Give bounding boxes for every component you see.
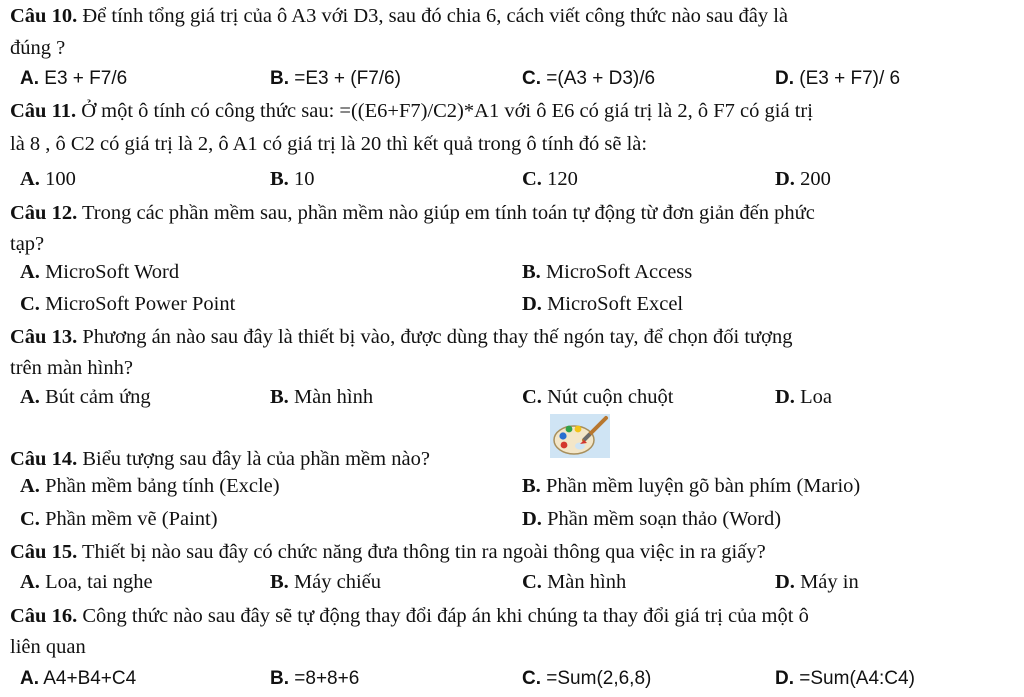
option-text: Phần mềm vẽ (Paint)	[39, 508, 218, 530]
option-letter: A.	[20, 668, 39, 689]
q12-number: Câu 12.	[10, 202, 78, 224]
q16-option-a[interactable]	[20, 667, 136, 691]
q16-text-line2: liên quan	[10, 636, 86, 658]
q10-text-line2: đúng ?	[10, 37, 66, 59]
option-text: =8+8+6	[289, 668, 360, 689]
option-letter: B.	[270, 68, 289, 89]
q13-option-d[interactable]	[775, 385, 832, 409]
q11-stem-line1	[10, 99, 813, 123]
option-text: A4+B4+C4	[39, 668, 137, 689]
option-letter: B.	[270, 571, 289, 593]
q12-text-line2: tạp?	[10, 233, 45, 255]
q16-option-d[interactable]	[775, 667, 915, 691]
option-letter: C.	[20, 508, 40, 530]
q10-text-line1: Để tính tổng giá trị của ô A3 với D3, sau đó chia 6, cách viết công thức nào sau đây là	[77, 5, 789, 27]
option-letter: D.	[775, 168, 795, 190]
q11-option-a[interactable]	[20, 167, 76, 191]
option-text: 10	[288, 168, 315, 190]
option-letter: B.	[270, 386, 289, 408]
option-text: (E3 + F7)/ 6	[794, 68, 901, 89]
q16-stem-line1	[10, 604, 809, 628]
option-letter: D.	[775, 386, 795, 408]
option-text: 200	[794, 168, 831, 190]
q14-option-d[interactable]	[522, 507, 781, 531]
q14-option-a[interactable]	[20, 474, 280, 498]
q13-stem-line1	[10, 325, 793, 349]
q12-option-c[interactable]	[20, 292, 235, 316]
q12-option-b[interactable]	[522, 260, 692, 284]
option-letter: B.	[270, 168, 289, 190]
option-letter: C.	[522, 386, 542, 408]
q13-number: Câu 13.	[10, 326, 78, 348]
q10-number: Câu 10.	[10, 5, 78, 27]
q14-stem-line1	[10, 447, 430, 471]
q10-option-a[interactable]	[20, 67, 127, 91]
q15-option-b[interactable]	[270, 570, 381, 594]
option-letter: D.	[775, 68, 794, 89]
option-text: Màn hình	[288, 386, 374, 408]
q16-option-c[interactable]	[522, 667, 651, 691]
option-letter: B.	[522, 261, 541, 283]
option-letter: A.	[20, 261, 40, 283]
option-text: Nút cuộn chuột	[541, 386, 674, 408]
q12-option-a[interactable]	[20, 260, 179, 284]
q13-option-b[interactable]	[270, 385, 373, 409]
q10-option-c[interactable]	[522, 67, 655, 91]
option-text: Phần mềm luyện gõ bàn phím (Mario)	[540, 475, 861, 497]
q11-option-d[interactable]	[775, 167, 831, 191]
option-text: MicroSoft Word	[39, 261, 180, 283]
option-letter: C.	[522, 168, 542, 190]
paint-palette-icon	[550, 414, 610, 458]
q16-number: Câu 16.	[10, 605, 78, 627]
q15-option-a[interactable]	[20, 570, 153, 594]
option-letter: A.	[20, 168, 40, 190]
q14-number: Câu 14.	[10, 448, 78, 470]
option-text: Bút cảm ứng	[39, 386, 151, 408]
option-text: =(A3 + D3)/6	[541, 68, 656, 89]
option-letter: D.	[522, 293, 542, 315]
q13-option-c[interactable]	[522, 385, 673, 409]
q14-option-c[interactable]	[20, 507, 218, 531]
q15-stem-line1	[10, 540, 766, 564]
q14-text-line1: Biểu tượng sau đây là của phần mềm nào?	[77, 448, 430, 470]
option-text: Máy chiếu	[288, 571, 382, 593]
option-letter: A.	[20, 571, 40, 593]
option-letter: A.	[20, 68, 39, 89]
option-text: Màn hình	[541, 571, 627, 593]
q11-option-c[interactable]	[522, 167, 578, 191]
option-text: =E3 + (F7/6)	[289, 68, 401, 89]
option-text: Loa	[794, 386, 832, 408]
q11-text-line2: là 8 , ô C2 có giá trị là 2, ô A1 có giá trị là 20 thì kết quả trong ô tính đó sẽ là:	[10, 133, 648, 155]
q10-option-b[interactable]	[270, 67, 401, 91]
q16-text-line1: Công thức nào sau đây sẽ tự động thay đổi đáp án khi chúng ta thay đổi giá trị của một ô	[77, 605, 809, 627]
option-letter: C.	[20, 293, 40, 315]
q13-option-a[interactable]	[20, 385, 151, 409]
option-text: MicroSoft Excel	[541, 293, 684, 315]
option-text: Phần mềm soạn thảo (Word)	[541, 508, 782, 530]
option-letter: A.	[20, 475, 40, 497]
option-letter: A.	[20, 386, 40, 408]
q15-option-d[interactable]	[775, 570, 859, 594]
option-text: Máy in	[794, 571, 859, 593]
q15-option-c[interactable]	[522, 570, 626, 594]
q10-option-d[interactable]	[775, 67, 900, 91]
q14-option-b[interactable]	[522, 474, 860, 498]
q10-stem-line1	[10, 4, 788, 28]
q12-stem-line1	[10, 201, 815, 225]
option-text: Loa, tai nghe	[39, 571, 153, 593]
option-letter: B.	[522, 475, 541, 497]
q12-option-d[interactable]	[522, 292, 683, 316]
q11-option-b[interactable]	[270, 167, 314, 191]
option-text: 100	[39, 168, 76, 190]
option-letter: D.	[775, 668, 794, 689]
option-text: MicroSoft Power Point	[39, 293, 236, 315]
q15-number: Câu 15.	[10, 541, 78, 563]
option-letter: C.	[522, 68, 541, 89]
q13-text-line2: trên màn hình?	[10, 357, 133, 379]
option-text: 120	[541, 168, 578, 190]
q12-text-line1: Trong các phần mềm sau, phần mềm nào giúp em tính toán tự động từ đơn giản đến phức	[77, 202, 815, 224]
q13-text-line1: Phương án nào sau đây là thiết bị vào, được dùng thay thế ngón tay, để chọn đối tượng	[77, 326, 793, 348]
option-letter: D.	[522, 508, 542, 530]
option-letter: C.	[522, 668, 541, 689]
q11-number: Câu 11.	[10, 100, 77, 122]
option-letter: C.	[522, 571, 542, 593]
option-text: =Sum(A4:C4)	[794, 668, 915, 689]
option-letter: D.	[775, 571, 795, 593]
q16-option-b[interactable]	[270, 667, 359, 691]
option-text: E3 + F7/6	[39, 68, 128, 89]
q11-text-line1: Ở một ô tính có công thức sau: =((E6+F7)/C2)*A1 với ô E6 có giá trị là 2, ô F7 có giá trị	[76, 100, 813, 122]
option-text: MicroSoft Access	[540, 261, 693, 283]
option-letter: B.	[270, 668, 289, 689]
q15-text-line1: Thiết bị nào sau đây có chức năng đưa thông tin ra ngoài thông qua việc in ra giấy?	[77, 541, 766, 563]
option-text: Phần mềm bảng tính (Excle)	[39, 475, 280, 497]
option-text: =Sum(2,6,8)	[541, 668, 652, 689]
